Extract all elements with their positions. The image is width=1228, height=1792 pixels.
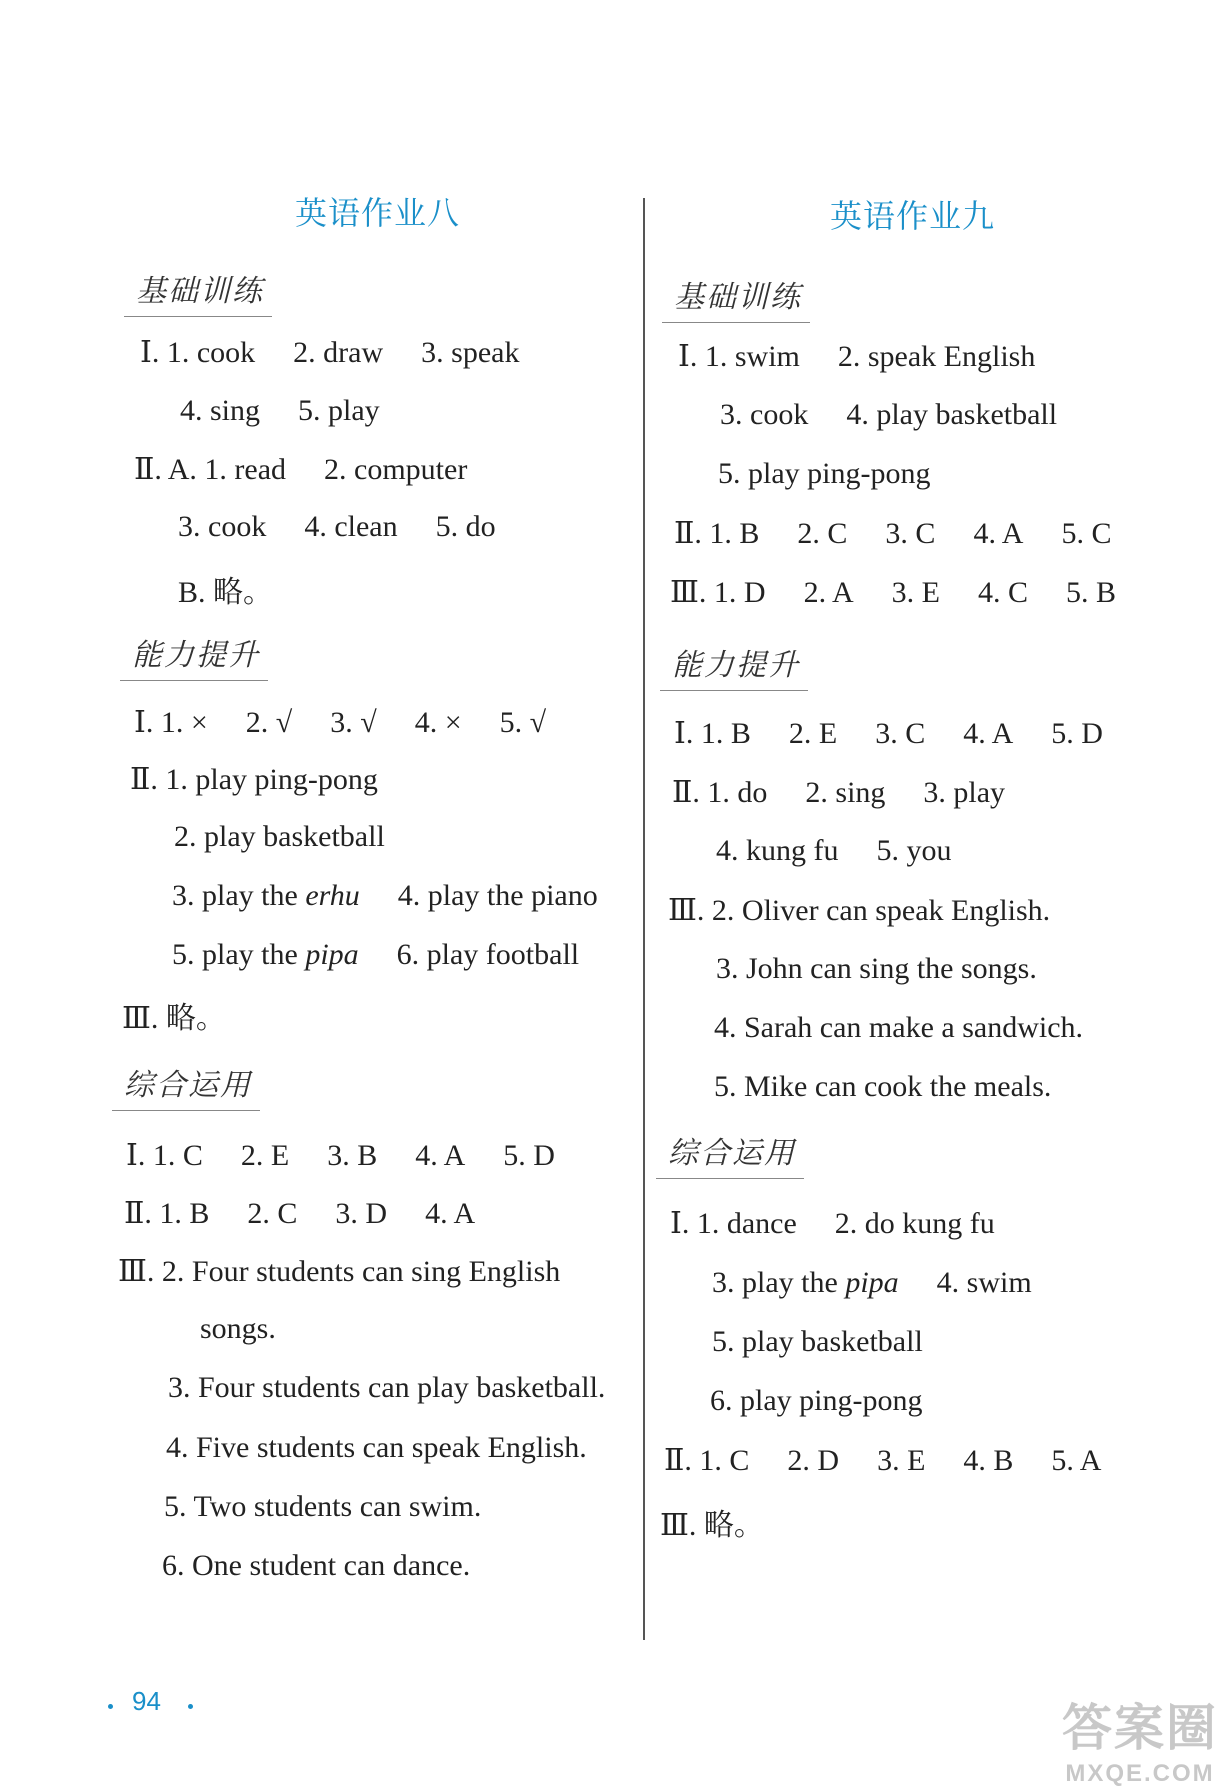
page-dot — [188, 1704, 193, 1709]
answer-line: Ⅱ. A. 1. read 2. computer — [134, 453, 468, 486]
answer-line: 6. play ping-pong — [710, 1384, 923, 1417]
answer-line: 4. sing 5. play — [180, 394, 380, 427]
answer-line: Ⅱ. 1. B 2. C 3. D 4. A — [124, 1197, 476, 1230]
answer-line: Ⅲ. 略。 — [660, 1509, 764, 1542]
answer-line: 6. One student can dance. — [162, 1549, 471, 1582]
answer-line: Ⅰ. 1. swim 2. speak English — [678, 340, 1036, 373]
watermark-logo — [1062, 1688, 1218, 1788]
answer-line: 3. cook 4. play basketball — [720, 398, 1058, 431]
answer-line: B. 略。 — [178, 576, 274, 609]
right-section-basic: 基础训练 — [662, 272, 810, 323]
answer-line: 5. Two students can swim. — [164, 1490, 482, 1523]
answer-line: 5. play basketball — [712, 1325, 923, 1358]
answer-line: 2. play basketball — [174, 820, 385, 853]
watermark-text: 答案圈 — [1062, 1700, 1218, 1756]
watermark-url: MXQE.COM — [1065, 1760, 1215, 1787]
answer-line: Ⅱ. 1. play ping-pong — [130, 763, 378, 796]
answer-line: 3. play the pipa 4. swim — [712, 1266, 1032, 1299]
right-section-apply: 综合运用 — [656, 1128, 804, 1179]
answer-line: Ⅲ. 2. Four students can sing English — [118, 1255, 561, 1288]
answer-line: 4. kung fu 5. you — [716, 834, 952, 867]
left-section-improve: 能力提升 — [120, 630, 268, 681]
answer-line: 3. Four students can play basketball. — [168, 1371, 606, 1404]
answer-line: Ⅰ. 1. B 2. E 3. C 4. A 5. D — [674, 717, 1103, 750]
answer-line: Ⅱ. 1. C 2. D 3. E 4. B 5. A — [664, 1444, 1102, 1477]
answer-line: songs. — [200, 1312, 276, 1345]
answer-line: Ⅰ. 1. dance 2. do kung fu — [670, 1207, 995, 1240]
answer-line: 5. play ping-pong — [718, 457, 931, 490]
page-dot — [108, 1704, 113, 1709]
column-divider — [643, 198, 645, 1640]
answer-line: Ⅰ. 1. cook 2. draw 3. speak — [140, 336, 520, 369]
page-number: 94 — [132, 1686, 161, 1716]
left-title: 英语作业八 — [295, 194, 461, 232]
answer-line: 4. Sarah can make a sandwich. — [714, 1011, 1084, 1044]
left-section-basic: 基础训练 — [124, 266, 272, 317]
answer-line: 5. play the pipa 6. play football — [172, 938, 580, 971]
answer-line: Ⅲ. 1. D 2. A 3. E 4. C 5. B — [670, 576, 1116, 609]
answer-line: 3. John can sing the songs. — [716, 952, 1037, 985]
answer-line: 5. Mike can cook the meals. — [714, 1070, 1052, 1103]
right-title: 英语作业九 — [830, 197, 996, 235]
left-section-apply: 综合运用 — [112, 1060, 260, 1111]
answer-line: 3. cook 4. clean 5. do — [178, 510, 496, 543]
right-section-improve: 能力提升 — [660, 640, 808, 691]
answer-line: 4. Five students can speak English. — [166, 1431, 587, 1464]
answer-line: Ⅱ. 1. B 2. C 3. C 4. A 5. C — [674, 517, 1112, 550]
answer-line: Ⅱ. 1. do 2. sing 3. play — [672, 776, 1006, 809]
answer-line: Ⅲ. 略。 — [122, 1002, 226, 1035]
answer-line: Ⅲ. 2. Oliver can speak English. — [668, 894, 1051, 927]
answer-line: Ⅰ. 1. C 2. E 3. B 4. A 5. D — [126, 1139, 555, 1172]
answer-line: 3. play the erhu 4. play the piano — [172, 879, 598, 912]
answer-line: Ⅰ. 1. × 2. √ 3. √ 4. × 5. √ — [134, 706, 547, 739]
